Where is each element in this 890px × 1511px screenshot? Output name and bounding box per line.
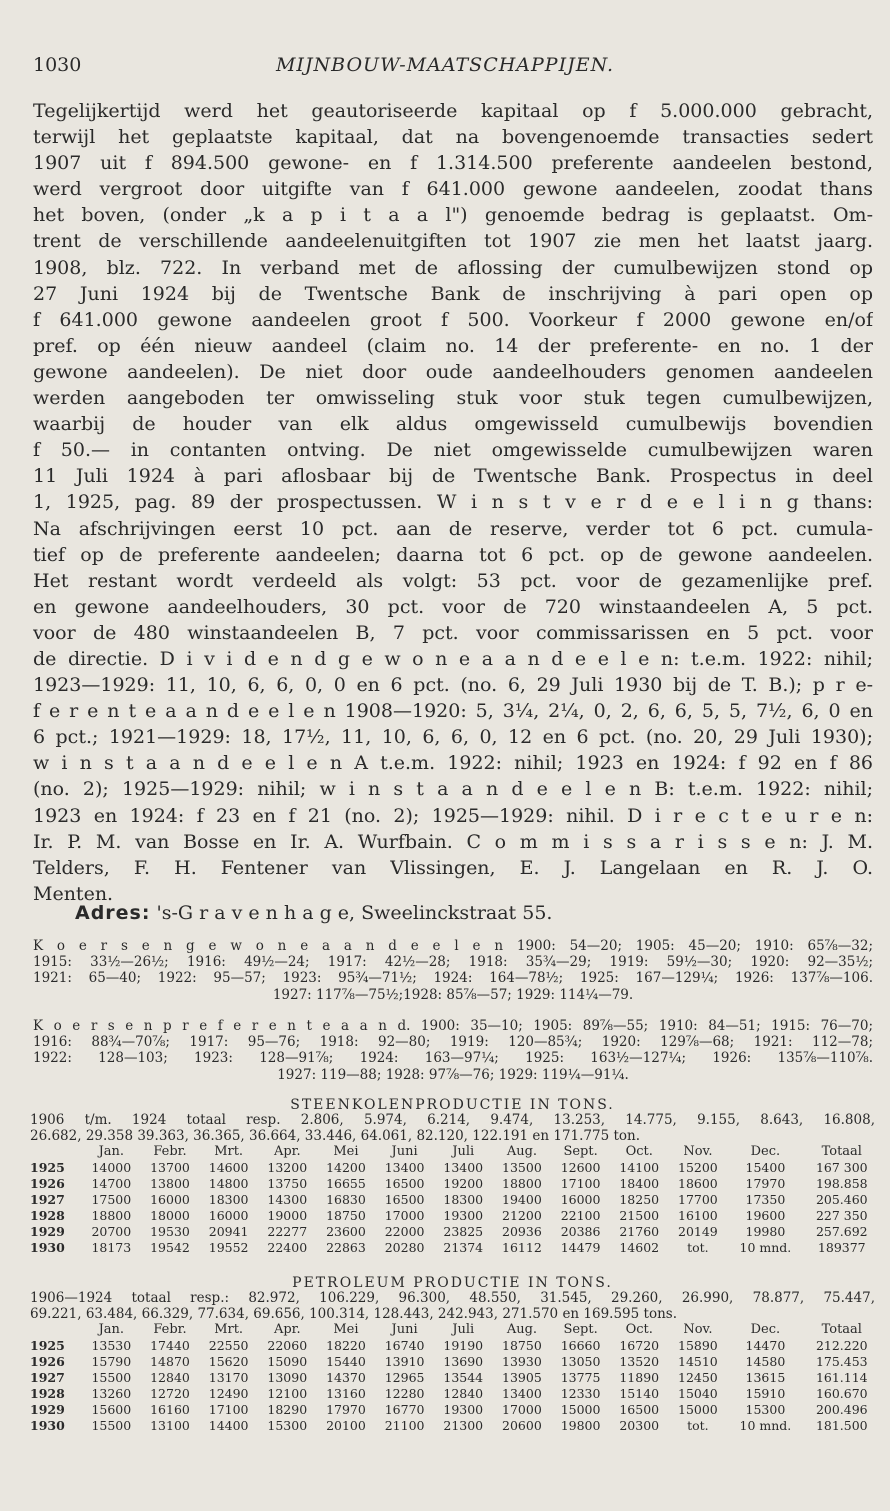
- table-cell: 227 350: [815, 1208, 868, 1223]
- text-line: 1923 en 1924: f 23 en f 21 (no. 2); 1925—1929: nihil. D i r e c t e u r e n:: [33, 804, 873, 827]
- table-cell: 13400: [384, 1160, 425, 1175]
- table-cell: 15090: [267, 1354, 308, 1369]
- table-cell: 15440: [326, 1354, 366, 1369]
- table-cell: 15300: [267, 1418, 308, 1433]
- table-header-row: [30, 1322, 880, 1338]
- text-line: de directie. D i v i d e n d g e w o n e a a n d e e l e n: t.e.m. 1922: nihil;: [33, 647, 873, 670]
- text-line: Na afschrijvingen eerst 10 pct. aan de reserve, verder tot 6 pct. cumula-: [33, 517, 873, 540]
- table-cell: 13905: [502, 1370, 542, 1385]
- table-cell: 14479: [560, 1240, 601, 1255]
- table-cell: 11890: [619, 1370, 660, 1385]
- row-year: 1925: [30, 1338, 65, 1353]
- koersen-gewone: [33, 938, 873, 1003]
- text-line: werden aangeboden ter omwisseling stuk voor stuk tegen cumulbewijzen,: [33, 387, 873, 410]
- table-cell: 14800: [208, 1176, 249, 1191]
- table-row: [30, 1176, 880, 1192]
- text-line: tief op de preferente aandeelen; daarna tot 6 pct. op de gewone aandeelen.: [33, 543, 873, 566]
- intro-line: 1906 t/m. 1924 totaal resp. 2.806, 5.974, 6.214, 9.474, 13.253, 14.775, 9.155, 8.643, 16.808,: [30, 1113, 875, 1128]
- table-cell: 13260: [91, 1386, 132, 1401]
- table-cell: 12450: [678, 1370, 718, 1385]
- table-cell: 17970: [326, 1402, 366, 1417]
- table-cell: 181.500: [815, 1418, 868, 1433]
- table-cell: 15500: [91, 1418, 132, 1433]
- text-line: het boven, (onder „k a p i t a a l") genoemde bedrag is geplaatst. Om-: [33, 204, 873, 227]
- table-cell: 12840: [150, 1370, 190, 1385]
- table-header-row: [30, 1144, 880, 1160]
- table-cell: 18800: [91, 1208, 132, 1223]
- table-cell: 20149: [678, 1224, 718, 1239]
- table-cell: 12600: [560, 1160, 601, 1175]
- table-cell: 22863: [326, 1240, 366, 1255]
- petroleum-section: [30, 1275, 875, 1434]
- table-cell: 21374: [443, 1240, 484, 1255]
- row-year: 1928: [30, 1386, 65, 1401]
- table-cell: 19300: [443, 1208, 484, 1223]
- row-year: 1928: [30, 1208, 65, 1223]
- address-label: Adres:: [75, 902, 151, 924]
- page-number: 1030: [33, 54, 82, 76]
- quote-line: 1915: 33½—26½; 1916: 49½—24; 1917: 42½—28; 1918: 35¾—29; 1919: 59½—30; 1920: 92—35½;: [33, 954, 873, 971]
- quote-line: K o e r s e n p r e f e r e n t e a a n d. 1900: 35—10; 1905: 89⅞—55; 1910: 84—51; 1915: 76—70;: [33, 1018, 873, 1034]
- table-cell: 15890: [678, 1338, 718, 1353]
- quote-line: K o e r s e n g e w o n e a a n d e e l e n 1900: 54—20; 1905: 45—20; 1910: 65⅞—32;: [33, 938, 873, 954]
- intro-line: 69.221, 63.484, 66.329, 77.634, 69.656, 100.314, 128.443, 242.943, 271.570 en 169.595 tons.: [30, 1306, 677, 1322]
- table-cell: 14870: [150, 1354, 190, 1369]
- table-cell: 14000: [91, 1160, 132, 1175]
- table-row: [30, 1338, 880, 1354]
- table-cell: 12100: [267, 1386, 308, 1401]
- table-cell: 15200: [678, 1160, 718, 1175]
- table-cell: 13090: [267, 1370, 308, 1385]
- text-line: 1908, blz. 722. In verband met de aflossing der cumulbewijzen stond op: [33, 256, 873, 279]
- table-cell: 15000: [678, 1402, 718, 1417]
- table-cell: 13800: [150, 1176, 190, 1191]
- page-header: [0, 54, 890, 84]
- column-header: Aug.: [506, 1322, 538, 1337]
- table-cell: 13520: [619, 1354, 660, 1369]
- table-cell: 13544: [443, 1370, 484, 1385]
- table-cell: 23825: [443, 1224, 484, 1239]
- table-cell: 19190: [443, 1338, 484, 1353]
- text-line: waarbij de houder van elk aldus omgewisseld cumulbewijs bovendien: [33, 413, 873, 436]
- table-row: [30, 1354, 880, 1370]
- table-cell: 14602: [619, 1240, 660, 1255]
- text-line: (no. 2); 1925—1929: nihil; w i n s t a a n d e e l e n B: t.e.m. 1922: nihil;: [33, 778, 873, 801]
- table-cell: 18290: [267, 1402, 308, 1417]
- table-cell: 22060: [267, 1338, 308, 1353]
- table-cell: 14580: [745, 1354, 786, 1369]
- steenkolen-table: [30, 1144, 880, 1256]
- quote-line: 1927: 117⅞—75½;1928: 85⅞—57; 1929: 114¼—79.: [272, 986, 634, 1003]
- text-line: 1, 1925, pag. 89 der prospectussen. W i n s t v e r d e e l i n g thans:: [33, 491, 873, 514]
- table-cell: 13750: [267, 1176, 308, 1191]
- table-cell: 167 300: [815, 1160, 868, 1175]
- quote-line: 1916: 88¾—70⅞; 1917: 95—76; 1918: 92—80; 1919: 120—85¾; 1920: 129⅞—68; 1921: 112—78;: [33, 1034, 873, 1051]
- column-header: Apr.: [273, 1322, 301, 1337]
- petroleum-title: PETROLEUM PRODUCTIE IN TONS.: [292, 1275, 613, 1291]
- table-cell: 13400: [443, 1160, 484, 1175]
- table-cell: 12330: [560, 1386, 601, 1401]
- table-cell: 21500: [619, 1208, 660, 1223]
- table-cell: 14100: [619, 1160, 660, 1175]
- table-cell: 13500: [502, 1160, 542, 1175]
- table-cell: 15140: [619, 1386, 660, 1401]
- koersen-preferente: [33, 1018, 873, 1083]
- table-cell: 20700: [91, 1224, 132, 1239]
- table-cell: 15300: [745, 1402, 786, 1417]
- text-line: werd vergroot door uitgifte van f 641.000 gewone aandeelen, zoodat thans: [33, 178, 873, 201]
- table-cell: 16000: [150, 1192, 190, 1207]
- petroleum-table: [30, 1322, 880, 1434]
- row-year: 1929: [30, 1402, 65, 1417]
- table-cell: 13775: [560, 1370, 601, 1385]
- table-cell: 21200: [502, 1208, 542, 1223]
- text-line: gewone aandeelen). De niet door oude aandeelhouders genomen aandeelen: [33, 360, 873, 383]
- table-cell: 20600: [502, 1418, 542, 1433]
- table-cell: 161.114: [815, 1370, 868, 1385]
- table-cell: 16100: [678, 1208, 718, 1223]
- column-header: Mei: [333, 1322, 359, 1337]
- table-cell: tot.: [687, 1240, 709, 1255]
- table-cell: 16830: [326, 1192, 366, 1207]
- column-header: Oct.: [625, 1144, 653, 1159]
- text-line: trent de verschillende aandeelenuitgiften tot 1907 zie men het laatst jaarg.: [33, 230, 873, 253]
- table-cell: 13615: [745, 1370, 786, 1385]
- table-cell: 16655: [326, 1176, 366, 1191]
- row-year: 1927: [30, 1192, 65, 1207]
- table-cell: 23600: [326, 1224, 366, 1239]
- row-year: 1926: [30, 1354, 65, 1369]
- table-cell: 13200: [267, 1160, 308, 1175]
- table-cell: 19800: [560, 1418, 601, 1433]
- row-year: 1929: [30, 1224, 65, 1239]
- table-cell: 16660: [560, 1338, 601, 1353]
- table-cell: 10 mnd.: [739, 1418, 792, 1433]
- table-cell: 20941: [208, 1224, 249, 1239]
- table-cell: 198.858: [815, 1176, 868, 1191]
- table-cell: 13690: [443, 1354, 484, 1369]
- column-header: Jan.: [98, 1322, 125, 1337]
- column-header: [30, 1322, 82, 1338]
- table-cell: 257.692: [815, 1224, 868, 1239]
- table-cell: 16740: [384, 1338, 425, 1353]
- table-cell: 13930: [502, 1354, 542, 1369]
- text-line: voor de 480 winstaandeelen B, 7 pct. voor commissarissen en 5 pct. voor: [33, 621, 873, 644]
- table-cell: 22000: [384, 1224, 425, 1239]
- table-cell: 16720: [619, 1338, 660, 1353]
- table-cell: 19400: [502, 1192, 542, 1207]
- text-line: 27 Juni 1924 bij de Twentsche Bank de inschrijving à pari open op: [33, 282, 873, 305]
- table-cell: 17700: [678, 1192, 718, 1207]
- table-cell: 19542: [150, 1240, 190, 1255]
- table-cell: 200.496: [815, 1402, 868, 1417]
- table-cell: 18750: [326, 1208, 366, 1223]
- table-cell: 13170: [208, 1370, 249, 1385]
- table-cell: 17970: [745, 1176, 786, 1191]
- table-cell: 212.220: [815, 1338, 868, 1353]
- table-cell: 20100: [326, 1418, 366, 1433]
- table-cell: 205.460: [815, 1192, 868, 1207]
- table-row: [30, 1370, 880, 1386]
- table-cell: 13530: [91, 1338, 132, 1353]
- table-cell: 15790: [91, 1354, 132, 1369]
- table-cell: 17000: [384, 1208, 425, 1223]
- text-line: 1907 uit f 894.500 gewone- en f 1.314.500 preferente aandeelen bestond,: [33, 152, 873, 175]
- column-header: [30, 1144, 82, 1160]
- column-header: Apr.: [273, 1144, 301, 1159]
- table-cell: 19000: [267, 1208, 308, 1223]
- row-year: 1926: [30, 1176, 65, 1191]
- text-line: w i n s t a a n d e e l e n A t.e.m. 1922: nihil; 1923 en 1924: f 92 en f 86: [33, 752, 873, 775]
- text-line: f e r e n t e a a n d e e l e n 1908—1920: 5, 3¼, 2¼, 0, 2, 6, 6, 5, 5, 7½, 6, 0 en: [33, 700, 873, 723]
- text-line: 1923—1929: 11, 10, 6, 6, 0, 0 en 6 pct. (no. 6, 29 Juli 1930 bij de T. B.); p r e-: [33, 674, 873, 697]
- body-text: [33, 98, 873, 907]
- text-line: f 641.000 gewone aandeelen groot f 500. Voorkeur f 2000 gewone en/of: [33, 308, 873, 331]
- column-header: Sept.: [563, 1322, 598, 1337]
- quote-line: 1922: 128—103; 1923: 128—91⅞; 1924: 163—97¼; 1925: 163½—127¼; 1926: 135⅞—110⅞.: [33, 1050, 873, 1067]
- table-row: [30, 1224, 880, 1240]
- table-cell: 12840: [443, 1386, 484, 1401]
- table-cell: 19200: [443, 1176, 484, 1191]
- table-cell: 160.670: [815, 1386, 868, 1401]
- table-cell: 22550: [208, 1338, 249, 1353]
- column-header: Juni: [391, 1322, 418, 1337]
- table-cell: 16500: [619, 1402, 660, 1417]
- table-cell: 17440: [150, 1338, 190, 1353]
- table-cell: 14370: [326, 1370, 366, 1385]
- petroleum-intro: [30, 1291, 875, 1322]
- table-cell: 15040: [678, 1386, 718, 1401]
- table-cell: 13160: [326, 1386, 366, 1401]
- column-header: Mrt.: [214, 1144, 244, 1159]
- address-text: 's-G r a v e n h a g e, Sweelinckstraat 55.: [156, 902, 553, 924]
- column-header: Febr.: [153, 1322, 187, 1337]
- table-cell: 16500: [384, 1176, 425, 1191]
- table-cell: 13100: [150, 1418, 190, 1433]
- table-cell: 14510: [678, 1354, 718, 1369]
- table-cell: 12720: [150, 1386, 190, 1401]
- table-cell: 14200: [326, 1160, 366, 1175]
- table-cell: 16160: [150, 1402, 190, 1417]
- column-header: Aug.: [506, 1144, 538, 1159]
- row-year: 1927: [30, 1370, 65, 1385]
- table-cell: 175.453: [815, 1354, 868, 1369]
- table-cell: 18300: [443, 1192, 484, 1207]
- row-year: 1930: [30, 1418, 65, 1433]
- table-cell: 18400: [619, 1176, 660, 1191]
- table-cell: 22277: [267, 1224, 308, 1239]
- table-cell: 14600: [208, 1160, 249, 1175]
- table-cell: 16112: [502, 1240, 542, 1255]
- column-header: Jan.: [98, 1144, 125, 1159]
- table-cell: 15400: [745, 1160, 786, 1175]
- text-line: Tegelijkertijd werd het geautoriseerde kapitaal op f 5.000.000 gebracht,: [33, 100, 873, 122]
- table-cell: 18600: [678, 1176, 718, 1191]
- table-cell: 16000: [560, 1192, 601, 1207]
- column-header: Sept.: [563, 1144, 598, 1159]
- table-cell: 18800: [502, 1176, 542, 1191]
- text-line: terwijl het geplaatste kapitaal, dat na bovengenoemde transacties sedert: [33, 126, 873, 149]
- table-cell: 17000: [502, 1402, 542, 1417]
- table-cell: 19600: [745, 1208, 786, 1223]
- table-cell: 18250: [619, 1192, 660, 1207]
- table-cell: 13910: [384, 1354, 425, 1369]
- column-header: Juli: [452, 1322, 475, 1337]
- table-cell: 18173: [91, 1240, 132, 1255]
- text-line: Ir. P. M. van Bosse en Ir. A. Wurfbain. C o m m i s s a r i s s e n: J. M.: [33, 830, 873, 853]
- column-header: Nov.: [683, 1322, 713, 1337]
- intro-line: 26.682, 29.358 39.363, 36.365, 36.664, 33.446, 64.061, 82.120, 122.191 en 171.775 ton.: [30, 1128, 641, 1144]
- table-cell: 15000: [560, 1402, 601, 1417]
- table-cell: 17350: [745, 1192, 786, 1207]
- table-cell: 19980: [745, 1224, 786, 1239]
- table-cell: 13400: [502, 1386, 542, 1401]
- table-row: [30, 1208, 880, 1224]
- column-header: Totaal: [821, 1322, 862, 1337]
- table-cell: 18000: [150, 1208, 190, 1223]
- table-cell: 15600: [91, 1402, 132, 1417]
- table-cell: 18220: [326, 1338, 366, 1353]
- row-year: 1925: [30, 1160, 65, 1175]
- text-line: pref. op één nieuw aandeel (claim no. 14 der preferente- en no. 1 der: [33, 334, 873, 357]
- table-cell: tot.: [687, 1418, 709, 1433]
- table-cell: 18750: [502, 1338, 542, 1353]
- intro-line: 1906—1924 totaal resp.: 82.972, 106.229, 96.300, 48.550, 31.545, 29.260, 26.990, 78.877, 75.447,: [30, 1291, 875, 1306]
- text-line: 11 Juli 1924 à pari aflosbaar bij de Twentsche Bank. Prospectus in deel: [33, 465, 873, 488]
- table-cell: 22100: [560, 1208, 601, 1223]
- table-cell: 17100: [208, 1402, 249, 1417]
- table-cell: 21760: [619, 1224, 660, 1239]
- table-row: [30, 1402, 880, 1418]
- table-cell: 19552: [208, 1240, 249, 1255]
- column-header: Oct.: [625, 1322, 653, 1337]
- table-cell: 17100: [560, 1176, 601, 1191]
- table-cell: 10 mnd.: [739, 1240, 792, 1255]
- table-cell: 17500: [91, 1192, 132, 1207]
- text-line: en gewone aandeelhouders, 30 pct. voor de 720 winstaandeelen A, 5 pct.: [33, 595, 873, 618]
- steenkolen-intro: [30, 1113, 875, 1144]
- column-header: Mei: [333, 1144, 359, 1159]
- table-cell: 20300: [619, 1418, 660, 1433]
- table-cell: 12490: [208, 1386, 249, 1401]
- table-row: [30, 1418, 880, 1434]
- table-cell: 12280: [384, 1386, 425, 1401]
- table-cell: 13700: [150, 1160, 190, 1175]
- running-title: MIJNBOUW-MAATSCHAPPIJEN.: [275, 54, 615, 76]
- column-header: Febr.: [153, 1144, 187, 1159]
- table-row: [30, 1386, 880, 1402]
- text-line: Menten.: [33, 882, 114, 905]
- column-header: Mrt.: [214, 1322, 244, 1337]
- quote-line: 1921: 65—40; 1922: 95—57; 1923: 95¾—71½; 1924: 164—78½; 1925: 167—129¼; 1926: 137⅞—106.: [33, 970, 873, 987]
- table-cell: 19530: [150, 1224, 190, 1239]
- table-row: [30, 1192, 880, 1208]
- table-cell: 22400: [267, 1240, 308, 1255]
- table-cell: 14400: [208, 1418, 249, 1433]
- table-cell: 15910: [745, 1386, 786, 1401]
- steenkolen-section: [30, 1097, 875, 1256]
- quote-line: 1927: 119—88; 1928: 97⅞—76; 1929: 119¼—91¼.: [277, 1066, 629, 1083]
- table-cell: 16770: [384, 1402, 425, 1417]
- table-row: [30, 1160, 880, 1176]
- column-header: Nov.: [683, 1144, 713, 1159]
- table-cell: 20280: [384, 1240, 425, 1255]
- address: [75, 902, 552, 924]
- column-header: Juli: [452, 1144, 475, 1159]
- row-year: 1930: [30, 1240, 65, 1255]
- table-cell: 21300: [443, 1418, 484, 1433]
- table-cell: 19300: [443, 1402, 484, 1417]
- table-cell: 16000: [208, 1208, 249, 1223]
- table-cell: 15500: [91, 1370, 132, 1385]
- table-row: [30, 1240, 880, 1256]
- text-line: 6 pct.; 1921—1929: 18, 17½, 11, 10, 6, 6, 0, 12 en 6 pct. (no. 20, 29 Juli 1930);: [33, 726, 873, 749]
- text-line: Het restant wordt verdeeld als volgt: 53 pct. voor de gezamenlijke pref.: [33, 569, 873, 592]
- column-header: Dec.: [750, 1144, 781, 1159]
- table-cell: 21100: [384, 1418, 425, 1433]
- table-cell: 20936: [502, 1224, 542, 1239]
- column-header: Totaal: [821, 1144, 862, 1159]
- table-cell: 189377: [817, 1240, 866, 1255]
- table-cell: 12965: [384, 1370, 425, 1385]
- column-header: Dec.: [750, 1322, 781, 1337]
- table-cell: 16500: [384, 1192, 425, 1207]
- table-cell: 15620: [208, 1354, 249, 1369]
- column-header: Juni: [391, 1144, 418, 1159]
- table-cell: 20386: [560, 1224, 601, 1239]
- table-cell: 18300: [208, 1192, 249, 1207]
- text-line: f 50.— in contanten ontving. De niet omgewisselde cumulbewijzen waren: [33, 439, 873, 462]
- table-cell: 14470: [745, 1338, 786, 1353]
- text-line: Telders, F. H. Fentener van Vlissingen, E. J. Langelaan en R. J. O.: [33, 856, 873, 879]
- table-cell: 13050: [560, 1354, 601, 1369]
- table-cell: 14300: [267, 1192, 308, 1207]
- table-cell: 14700: [91, 1176, 132, 1191]
- steenkolen-title: STEENKOLENPRODUCTIE IN TONS.: [290, 1097, 615, 1113]
